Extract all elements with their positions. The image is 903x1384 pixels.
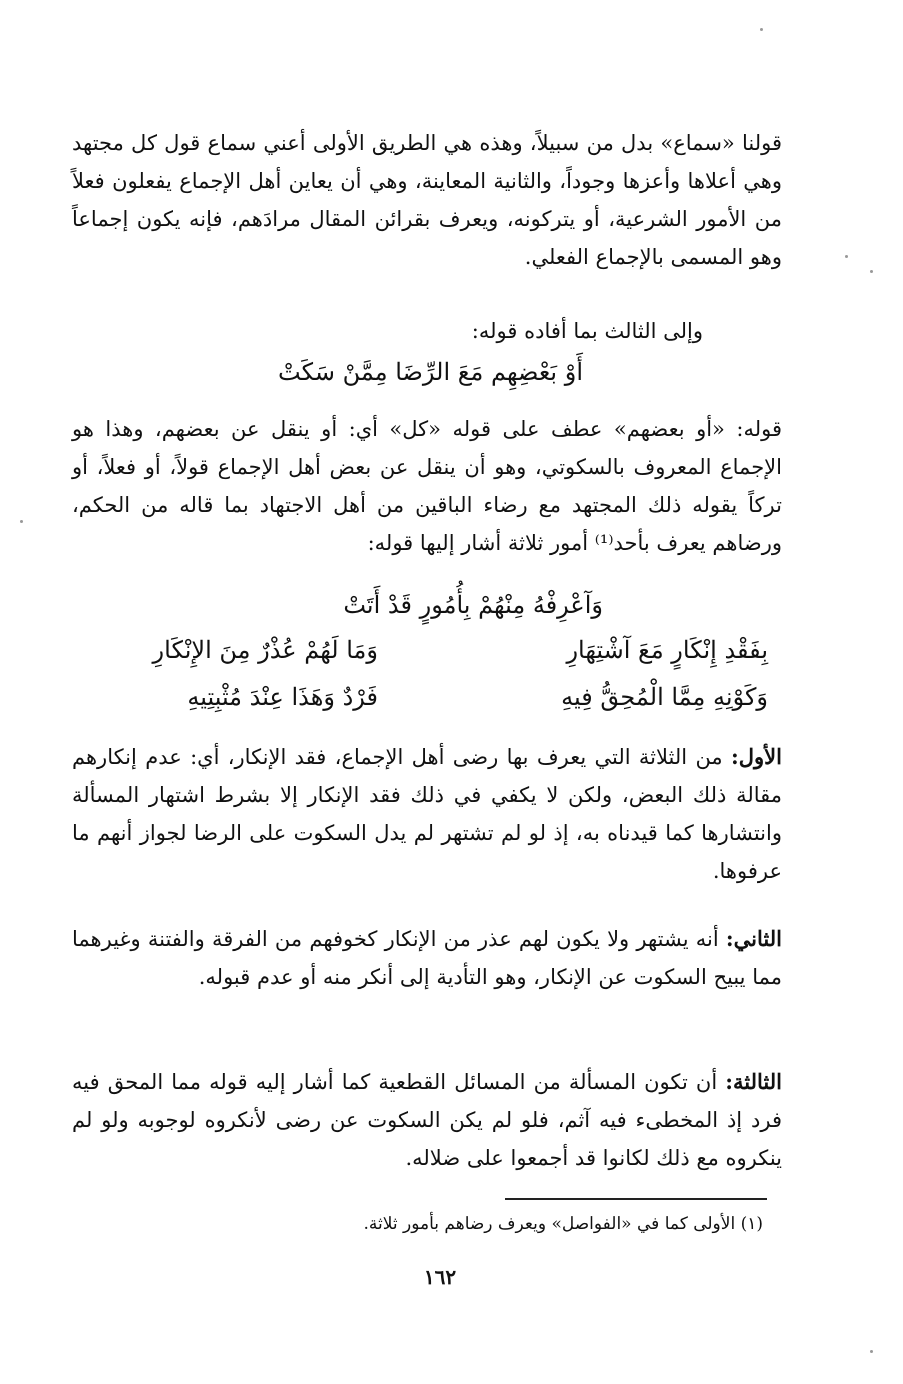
verse-line-2: وَآعْرِفْهُ مِنْهُمْ بِأُمُورٍ قَدْ أَتَتْ <box>343 591 603 619</box>
footnote: (١) الأولى كما في «الفواصل» ويعرف رضاهم بأمور ثلاثة. <box>363 1214 763 1234</box>
scan-speck <box>20 520 23 523</box>
verse-hemistich-2a: وَكَوْنِهِ مِمَّا الْمُحِقُّ فِيهِ <box>561 683 768 711</box>
scan-speck <box>845 255 848 258</box>
verse-hemistich-1b: وَمَا لَهُمْ عُذْرٌ مِنَ الإِنْكَارِ <box>152 636 378 664</box>
page-number: ١٦٢ <box>423 1265 457 1289</box>
text-first: من الثلاثة التي يعرف بها رضى أهل الإجماع، فقد الإنكار، أي: عدم إنكارهم مقالة ذلك البعض، ولكن لا يكفي في ذلك فقد الإنكار إلا بشرط اشتهار المسألة وانتشارها كما قيدناه به، إذ لو لم تشتهر لم يدل السكوت على الرضا لجواز أنهم ما عرفوها. <box>72 745 782 883</box>
verse-hemistich-2b: فَرْدٌ وَهَذَا عِنْدَ مُثْبِتِيهِ <box>187 683 378 711</box>
footnote-divider <box>505 1198 767 1200</box>
label-second: الثاني: <box>725 926 782 951</box>
verse-line-1: أَوْ بَعْضِهِم مَعَ الرِّضَا مِمَّنْ سَكَتْ <box>278 358 583 386</box>
scan-speck <box>870 1350 873 1353</box>
verse-intro: وإلى الثالث بما أفاده قوله: <box>471 319 703 343</box>
label-third: الثالثة: <box>725 1069 782 1094</box>
scan-speck <box>870 270 873 273</box>
paragraph-sukuti: قوله: «أو بعضهم» عطف على قوله «كل» أي: أو ينقل عن بعضهم، وهذا هو الإجماع المعروف بالسكوتي، وهو أن ينقل عن بعض أهل الإجماع قولاً، أو فعلاً، أو تركاً يقوله ذلك المجتهد مع رضاء الباقين من أهل الاجتهاد بما قاله من الحكم، ورضاهم يعرف بأحد⁽¹⁾ أمور ثلاثة أشار إليها قوله: <box>72 417 782 555</box>
label-first: الأول: <box>731 744 782 769</box>
text-second: أنه يشتهر ولا يكون لهم عذر من الإنكار كخوفهم من الفرقة والفتنة وغيرهما مما يبيح السكوت عن الإنكار، وهو التأدية إلى أنكر منه أو عدم قبوله. <box>72 927 782 989</box>
verse-hemistich-1a: بِفَقْدِ إِنْكَارٍ مَعَ آشْتِهَارِ <box>566 636 768 664</box>
text-third: أن تكون المسألة من المسائل القطعية كما أشار إليه قوله مما المحق فيه فرد إذ المخطىء فيه آثم، فلو لم يكن السكوت عن رضى لأنكروه لوجوبه ولو لم ينكروه مع ذلك لكانوا قد أجمعوا على ضلاله. <box>72 1070 782 1170</box>
paragraph-second-condition <box>72 920 782 996</box>
scan-speck <box>760 28 763 31</box>
paragraph-third-condition <box>72 1063 782 1177</box>
paragraph-first-condition <box>72 738 782 890</box>
paragraph-first-method: قولنا «سماع» بدل من سبيلاً، وهذه هي الطريق الأولى أعني سماع قول كل مجتهد وهي أعلاها وأعزها وجوداً، والثانية المعاينة، وهي أن يعاين أهل الإجماع يفعلون فعلاً من الأمور الشرعية، أو يتركونه، ويعرف بقرائن المقال مرادَهم، فإنه يكون إجماعاً وهو المسمى بالإجماع الفعلي. <box>72 131 782 269</box>
